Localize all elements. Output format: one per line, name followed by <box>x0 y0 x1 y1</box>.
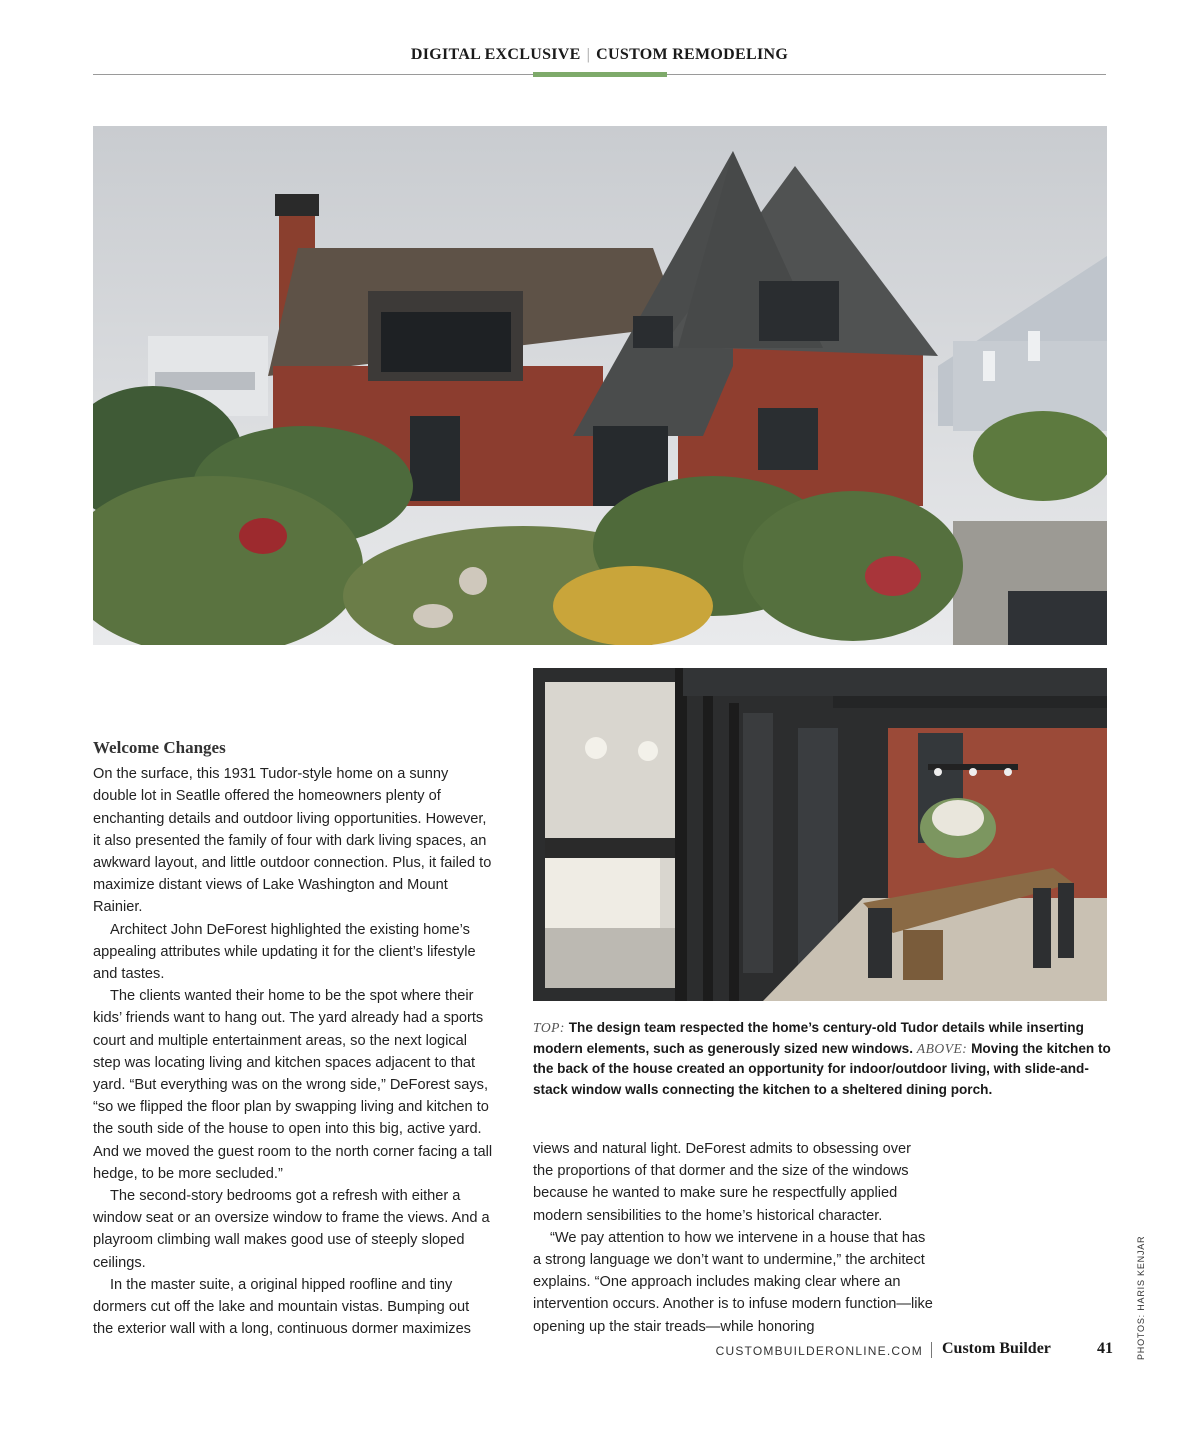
footer-website: CUSTOMBUILDERONLINE.COM <box>715 1344 923 1358</box>
header-accent-bar <box>533 72 667 77</box>
section-title <box>93 46 1106 64</box>
paragraph: Architect John DeForest highlighted the existing home’s appealing attributes while updating it for the client’s lifestyle and tastes. <box>93 921 476 983</box>
footer-magazine-name: Custom Builder <box>942 1340 1051 1357</box>
footer-separator <box>931 1342 932 1358</box>
article-heading: Welcome Changes <box>93 738 226 757</box>
paragraph: In the master suite, a original hipped roofline and tiny dormers cut off the lake and mountain vistas. Bumping out the exterior wall with a long, continuous dormer maximizes <box>93 1276 471 1338</box>
kitchen-dining-porch-photo <box>533 668 1107 1001</box>
photo-credit: PHOTOS: HARIS KENJAR <box>1136 1235 1146 1360</box>
tudor-house-exterior-photo <box>93 126 1107 645</box>
paragraph: The clients wanted their home to be the spot where their kids’ friends want to hang out. The yard already had a sports court and multiple entertainment areas, so the next logical step was locating living and kitchen spaces adjacent to that yard. “But everything was on the wrong side,” DeForest says, “so we flipped the floor plan by swapping living and kitchen to the south side of the house to open into this big, active yard. And we moved the guest room to the north corner facing a tall hedge, to be more secluded.” <box>93 988 493 1182</box>
page-number: 41 <box>1097 1340 1113 1357</box>
page-header <box>93 44 1106 76</box>
page-footer <box>700 1340 1113 1362</box>
article-column-right <box>533 1138 933 1338</box>
topic-label: CUSTOM REMODELING <box>596 46 789 63</box>
paragraph: views and natural light. DeForest admits to obsessing over the proportions of that dormer and the size of the windows because he wanted to make sure he respectfully applied modern sensibilities to the home’s historical character. <box>533 1141 911 1224</box>
caption-above-label: ABOVE: <box>916 1040 968 1056</box>
header-separator: | <box>586 46 591 63</box>
caption-above-text: Moving the kitchen to the back of the house created an opportunity for indoor/outdoor living, with slide-and-stack window walls connecting the kitchen to a sheltered dining porch. <box>533 1040 1111 1097</box>
caption-top-label: TOP: <box>533 1020 565 1035</box>
paragraph: “We pay attention to how we intervene in a house that has a strong language we don’t want to undermine,” the architect explains. “One approach includes making clear where an intervention occurs. Another is to infuse modern function—like opening up the stair treads—while honoring <box>533 1229 933 1335</box>
paragraph: The second-story bedrooms got a refresh with either a window seat or an oversize window to frame the views. And a playroom climbing wall makes good use of steeply sloped ceilings. <box>93 1188 490 1271</box>
caption-top-text: The design team respected the home’s century-old Tudor details while inserting modern elements, such as generously sized new windows. <box>533 1020 1084 1056</box>
paragraph: On the surface, this 1931 Tudor-style home on a sunny double lot in Seatlle offered the homeowners plenty of enchanting details and outdoor living opportunities. However, it also presented the family of four with dark living spaces, an awkward layout, and little outdoor connection. Plus, it failed to maximize distant views of Lake Washington and Mount Rainier. <box>93 766 492 916</box>
article-column-left <box>93 737 493 1340</box>
photo-caption <box>533 1018 1113 1100</box>
section-label: DIGITAL EXCLUSIVE <box>410 46 581 63</box>
